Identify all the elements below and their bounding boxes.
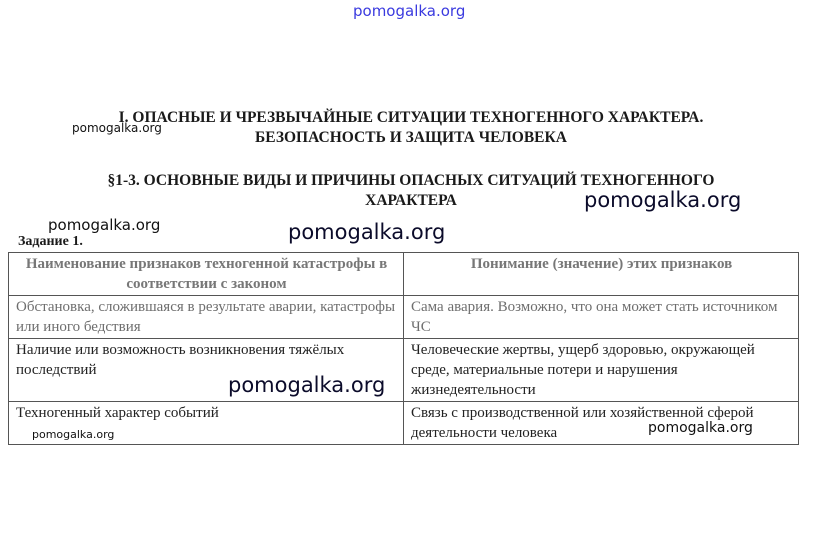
watermark: pomogalka.org xyxy=(584,188,742,212)
section-heading-line2: ХАРАКТЕРА xyxy=(365,192,457,209)
section-heading-line1: §1-3. ОСНОВНЫЕ ВИДЫ И ПРИЧИНЫ ОПАСНЫХ СИТУАЦИЙ ТЕХНОГЕННОГО xyxy=(107,172,715,189)
chapter-heading-line2: БЕЗОПАСНОСТЬ И ЗАЩИТА ЧЕЛОВЕКА xyxy=(255,129,567,146)
chapter-heading-line1: I. ОПАСНЫЕ И ЧРЕЗВЫЧАЙНЫЕ СИТУАЦИИ ТЕХНОГЕННОГО ХАРАКТЕРА. xyxy=(118,109,704,126)
watermark: pomogalka.org xyxy=(228,373,386,397)
watermark: pomogalka.org xyxy=(288,220,446,244)
table-cell: Наличие или возможность возникновения тяжёлых последствий xyxy=(9,339,404,402)
table-header-cell: Наименование признаков техногенной катастрофы в соответствии с законом xyxy=(9,253,404,296)
table-cell: Человеческие жертвы, ущерб здоровью, окружающей среде, материальные потери и нарушения жизнедеятельности xyxy=(404,339,799,402)
table-cell: Обстановка, сложившаяся в результате аварии, катастрофы или иного бедствия xyxy=(9,296,404,339)
watermark: pomogalka.org xyxy=(648,420,753,436)
table-row xyxy=(9,339,799,402)
watermark-top: pomogalka.org xyxy=(353,2,466,20)
table-row xyxy=(9,296,799,339)
table-cell: Связь с производственной или хозяйственной сферой деятельности человека xyxy=(404,402,799,445)
task-label: Задание 1. xyxy=(18,234,83,249)
table-header-cell: Понимание (значение) этих признаков xyxy=(404,253,799,296)
watermark: pomogalka.org xyxy=(72,121,162,135)
table-header-row xyxy=(9,253,799,296)
watermark: pomogalka.org xyxy=(32,428,115,441)
table-cell: Техногенный характер событий xyxy=(9,402,404,445)
watermark: pomogalka.org xyxy=(48,216,161,234)
table-cell: Сама авария. Возможно, что она может стать источником ЧС xyxy=(404,296,799,339)
answer-table xyxy=(8,252,799,445)
